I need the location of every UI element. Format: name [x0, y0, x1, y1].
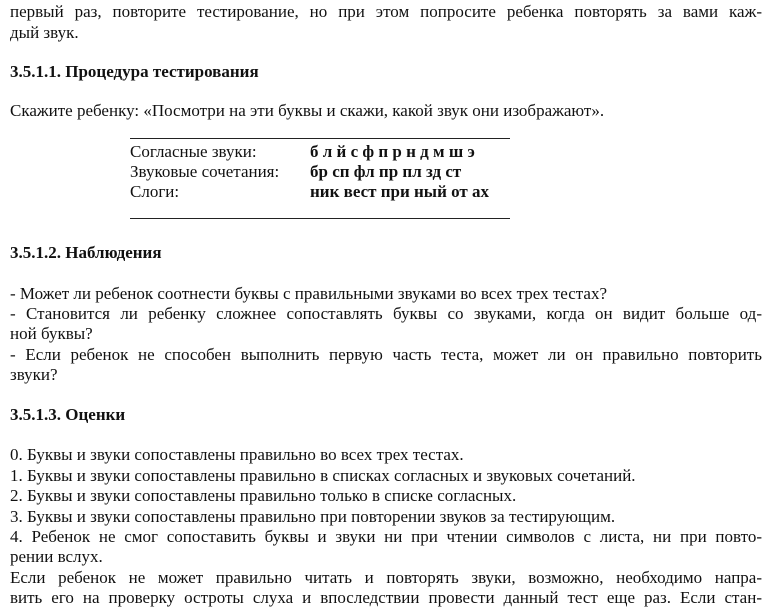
section-heading-procedure: 3.5.1.1. Процедура тестирования [10, 62, 259, 81]
observation-question-1: - Может ли ребенок соотнести буквы с правильными звуками во всех трех тестах? [10, 284, 608, 303]
scores-note-line-1: Если ребенок не может правильно читать и повторять звуки, возможно, необходимо напра- [10, 568, 762, 587]
table-row-label: Звуковые сочетания: [130, 162, 280, 181]
score-item-2: 2. Буквы и звуки сопоставлены правильно только в списке согласных. [10, 486, 517, 505]
score-item-4-line-2: рении вслух. [10, 547, 103, 566]
scores-note-line-2: вить его на проверку остроты слуха и впоследствии провести данный тест еще раз. Если стан- [10, 588, 762, 607]
score-item-3: 3. Буквы и звуки сопоставлены правильно при повторении звуков за тестирующим. [10, 507, 616, 526]
section-heading-scores: 3.5.1.3. Оценки [10, 405, 126, 424]
table-row-label: Слоги: [130, 182, 180, 201]
table-row-value: бр сп фл пр пл зд ст [310, 162, 462, 181]
observation-question-3-line-1: - Если ребенок не способен выполнить первую часть теста, может ли он правильно повторить [10, 345, 762, 364]
table-bottom-rule [130, 218, 510, 219]
procedure-instruction: Скажите ребенку: «Посмотри на эти буквы и скажи, какой звук они изображают». [10, 101, 605, 120]
score-item-0: 0. Буквы и звуки сопоставлены правильно во всех трех тестах. [10, 445, 464, 464]
score-item-1: 1. Буквы и звуки сопоставлены правильно в списках согласных и звуковых сочетаний. [10, 466, 636, 485]
intro-line-2: дый звук. [10, 23, 79, 42]
table-row-value: б л й с ф п р н д м ш э [310, 142, 475, 161]
intro-line-1: первый раз, повторите тестирование, но при этом попросите ребенка повторять за вами каж- [10, 2, 762, 21]
table-row-label: Согласные звуки: [130, 142, 257, 161]
score-item-4-line-1: 4. Ребенок не смог сопоставить буквы и звуки ни при чтении символов с листа, ни при повто- [10, 527, 762, 546]
table-top-rule [130, 138, 510, 139]
observation-question-2-line-1: - Становится ли ребенку сложнее сопоставлять буквы со звуками, когда он видит больше од- [10, 304, 762, 323]
section-heading-observations: 3.5.1.2. Наблюдения [10, 243, 162, 262]
table-row-value: ник вест при ный от ах [310, 182, 489, 201]
observation-question-3-line-2: звуки? [10, 365, 58, 384]
observation-question-2-line-2: ной буквы? [10, 324, 93, 343]
